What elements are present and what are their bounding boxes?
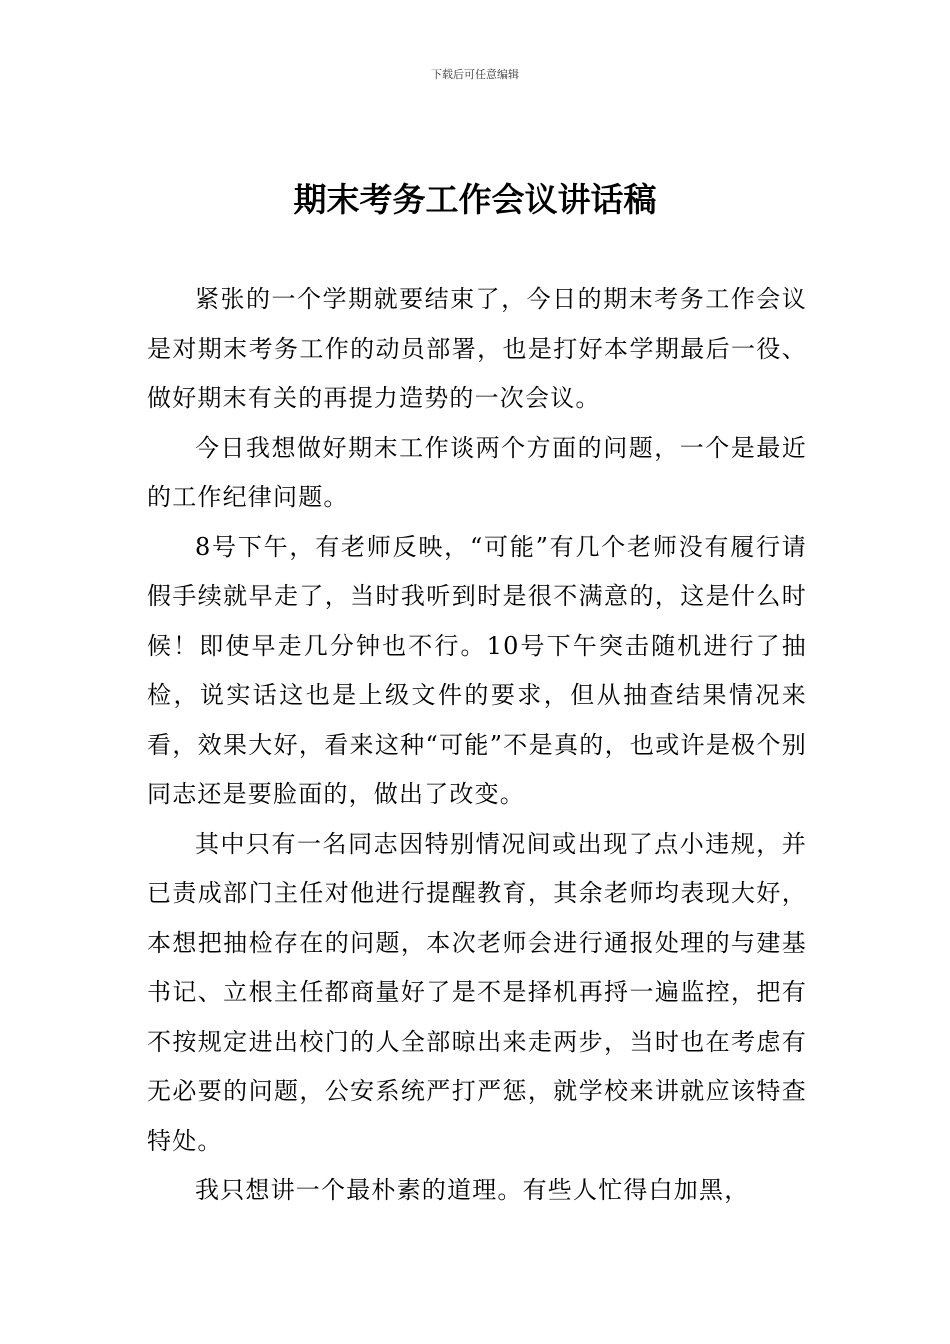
document-title: 期末考务工作会议讲话稿 xyxy=(293,180,657,219)
paragraph-5: 我只想讲一个最朴素的道理。有些人忙得白加黑， xyxy=(195,1176,750,1204)
paragraph-4: 其中只有一名同志因特别情况间或出现了点小违规，并已责成部门主任对他进行提醒教育，其余老师均表现大好，本想把抽检存在的问题，本次老师会进行通报处理的与建基书记、立根主任都商量好了是不是择机再捋一遍监控，把有不按规定进出校门的人全部晾出来走两步，当时也在考虑有无必要的问题，公安系统严打严惩，就学校来讲就应该特查特处。 xyxy=(147,829,807,1155)
document-body xyxy=(147,275,807,1216)
paragraph-3: 8号下午，有老师反映，“可能”有几个老师没有履行请假手续就早走了，当时我听到时是很不满意的，这是什么时候！即使早走几分钟也不行。10号下午突击随机进行了抽检，说实话这也是上级文件的要求，但从抽查结果情况来看，效果大好，看来这种“可能”不是真的，也或许是极个别同志还是要脸面的，做出了改变。 xyxy=(147,532,807,808)
header-note: 下载后可任意编辑 xyxy=(431,68,519,81)
paragraph-2: 今日我想做好期末工作谈两个方面的问题，一个是最近的工作纪律问题。 xyxy=(147,433,807,511)
paragraph-1: 紧张的一个学期就要结束了，今日的期末考务工作会议是对期末考务工作的动员部署，也是打好本学期最后一役、做好期末有关的再提力造势的一次会议。 xyxy=(147,285,807,412)
